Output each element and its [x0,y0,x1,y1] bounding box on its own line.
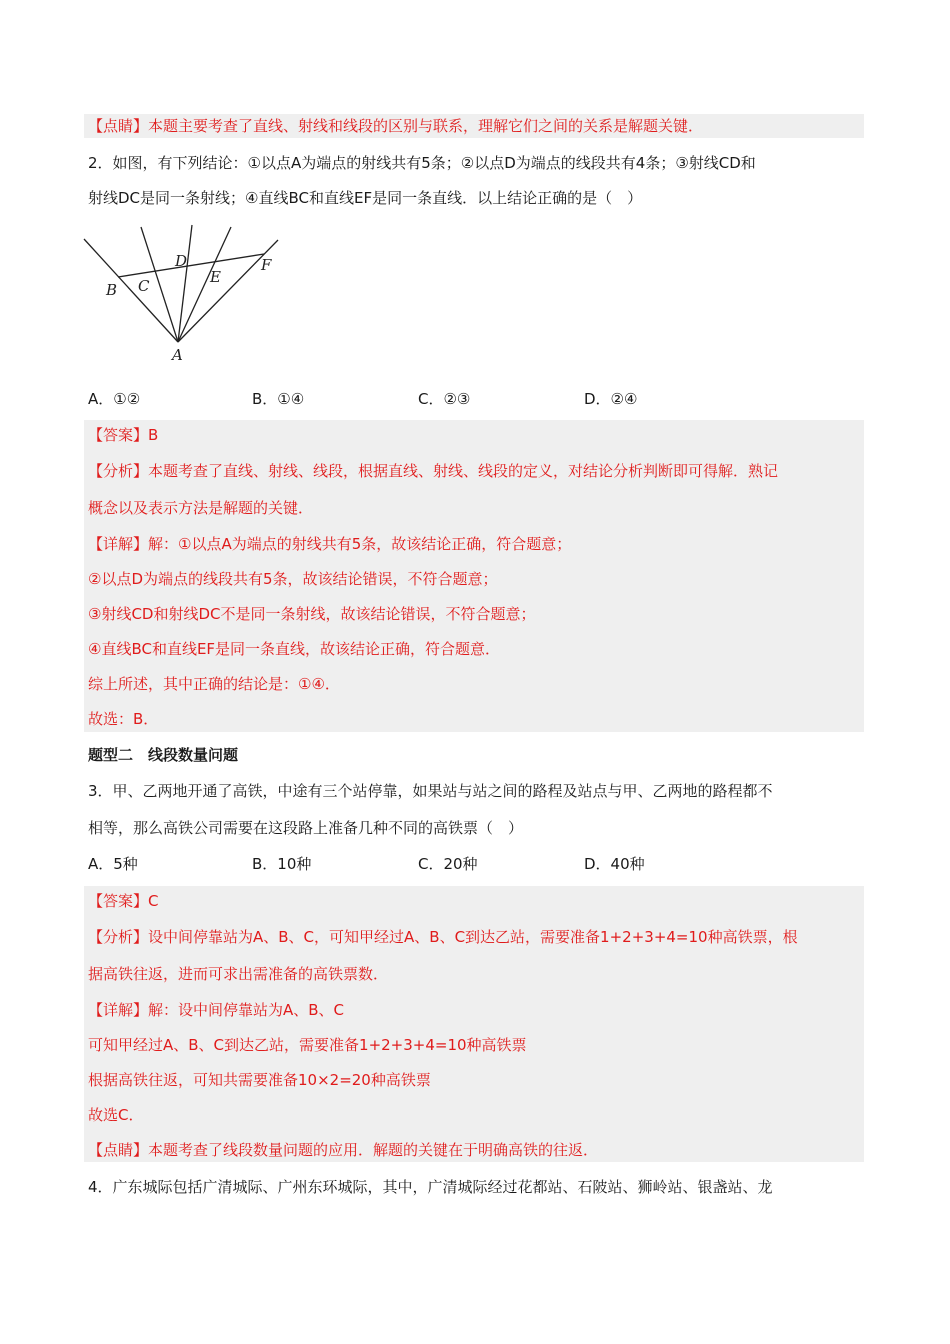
q3-option-c: C．20种 [418,855,478,873]
label-d: D [175,252,188,270]
q2-option-b: B．①④ [252,390,305,408]
q2-option-d: D．②④ [584,390,638,408]
q2-analysis-line-1: 【分析】本题考查了直线、射线、线段，根据直线、射线、线段的定义，对结论分析判断即可得解．熟记 [88,462,779,480]
ray-ae-line [178,227,231,342]
q2-detail-line-4: ④直线BC和直线EF是同一条直线，故该结论正确，符合题意． [88,640,501,658]
q3-answer: 【答案】C [88,892,159,910]
q3-detail-line-3: 根据高铁往返，可知共需要准备10×2=20种高铁票 [88,1071,431,1089]
q3-stem-line-2: 相等，那么高铁公司需要在这段路上准备几种不同的高铁票（ ） [88,819,524,837]
q4-stem-line-1: 4．广东城际包括广清城际、广州东环城际，其中，广清城际经过花都站、石陂站、狮岭站、银盏站、龙 [88,1178,773,1196]
section-title: 题型二 线段数量问题 [88,746,239,764]
geometry-figure [82,222,292,372]
q2-option-a: A．①② [88,390,141,408]
q3-option-d: D．40种 [584,855,645,873]
dianjing-text-1: 【点睛】本题主要考查了直线、射线和线段的区别与联系，理解它们之间的关系是解题关键． [88,117,704,135]
q2-option-c: C．②③ [418,390,471,408]
q3-stem-line-1: 3．甲、乙两地开通了高铁，中途有三个站停靠，如果站与站之间的路程及站点与甲、乙两地的路程都不 [88,782,773,800]
q2-stem-line-2: 射线DC是同一条射线；④直线BC和直线EF是同一条直线．以上结论正确的是（ ） [88,189,643,207]
line-bf [118,254,264,277]
label-c: C [138,277,150,295]
q2-detail-line-5: 综上所述，其中正确的结论是：①④． [88,675,340,693]
q3-analysis-line-2: 据高铁往返，进而可求出需准备的高铁票数． [88,965,389,983]
q2-detail-line-2: ②以点D为端点的线段共有5条，故该结论错误，不符合题意； [88,570,498,588]
label-a: A [172,346,183,364]
q3-option-a: A．5种 [88,855,138,873]
label-e: E [210,268,221,286]
label-f: F [261,256,272,274]
q3-detail-line-4: 故选C． [88,1106,144,1124]
q3-detail-line-1: 【详解】解：设中间停靠站为A、B、C [88,1001,345,1019]
label-b: B [106,281,118,299]
q3-detail-line-2: 可知甲经过A、B、C到达乙站，需要准备1+2+3+4=10种高铁票 [88,1036,527,1054]
q2-detail-line-3: ③射线CD和射线DC不是同一条射线，故该结论错误，不符合题意； [88,605,536,623]
q3-option-b: B．10种 [252,855,312,873]
q2-analysis-line-2: 概念以及表示方法是解题的关键． [88,499,314,517]
q2-stem-line-1: 2．如图，有下列结论：①以点A为端点的射线共有5条；②以点D为端点的线段共有4条；③射线CD和 [88,154,756,172]
ray-ad-line [178,225,192,342]
ray-ab-line [84,239,178,342]
q2-detail-line-6: 故选：B． [88,710,159,728]
q2-detail-line-1: 【详解】解：①以点A为端点的射线共有5条，故该结论正确，符合题意； [88,535,572,553]
q2-answer: 【答案】B [88,426,159,444]
q3-analysis-line-1: 【分析】设中间停靠站为A、B、C，可知甲经过A、B、C到达乙站，需要准备1+2+3+4=10种高铁票，根 [88,928,798,946]
q3-dianjing: 【点睛】本题考查了线段数量问题的应用．解题的关键在于明确高铁的往返． [88,1141,599,1159]
